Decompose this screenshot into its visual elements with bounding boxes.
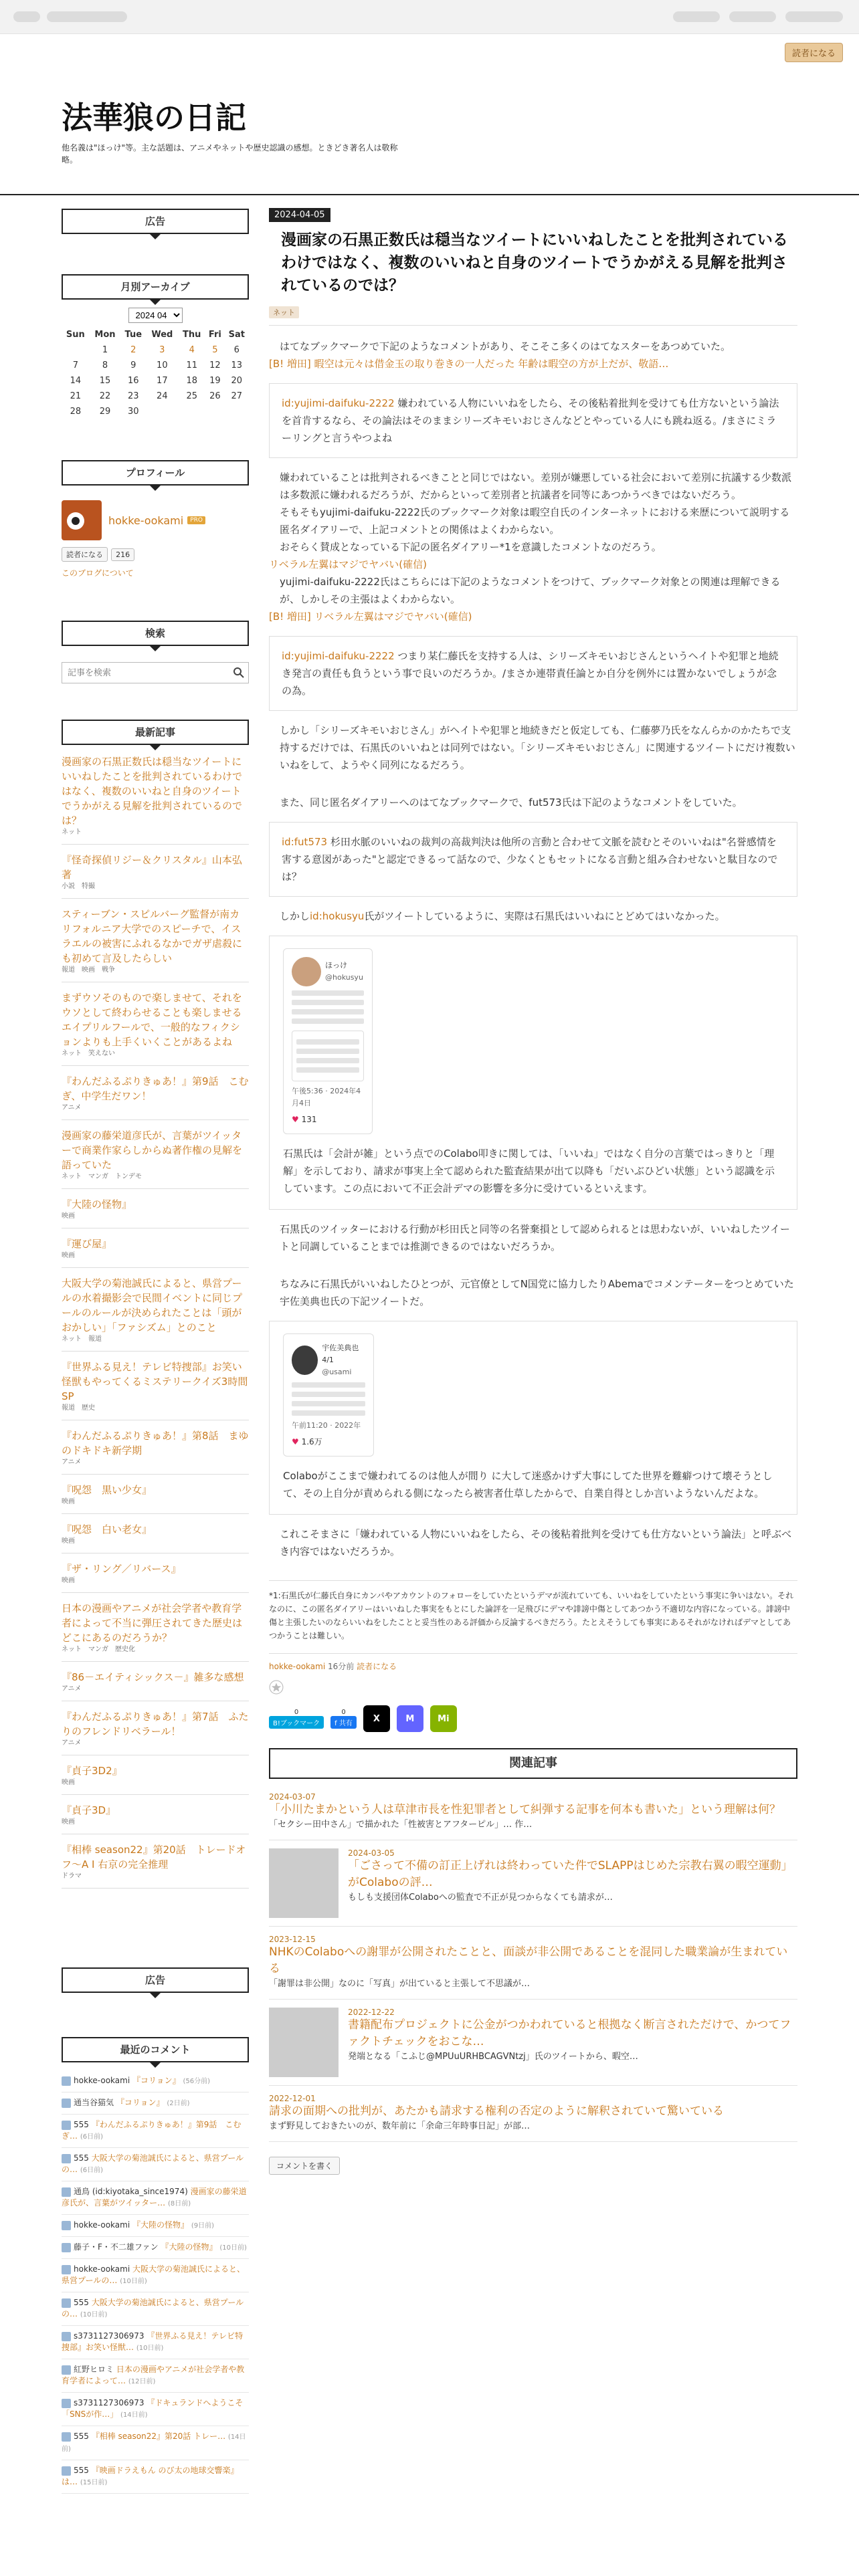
comment-user[interactable]: 555 xyxy=(74,2153,89,2163)
tweet-embed-block xyxy=(269,1321,797,1515)
comment-entry-link[interactable]: 『ドキュランドへようこそ「SNSが作…」 xyxy=(62,2398,244,2419)
comment-time: (12日前) xyxy=(128,2378,156,2385)
blockquote xyxy=(269,636,797,711)
tweet-handle: @hokusyu xyxy=(325,973,363,982)
comment-entry-link[interactable]: 『映画ドラえもん のび太の地球交響楽』は… xyxy=(62,2466,239,2486)
paragraph: yujimi-daifuku-2222氏はこちらには下記のようなコメントをつけて、ブックマーク対象との関連は理解できるが、しかしその主張はよくわからない。 xyxy=(280,576,781,605)
comment-user[interactable]: 555 xyxy=(74,2120,89,2129)
comment-entry-link[interactable]: 『世界ふる見え！テレビ特捜部』お笑い怪獣… xyxy=(62,2331,244,2352)
calendar-day[interactable]: 13 xyxy=(231,360,243,370)
user-icon xyxy=(62,2265,71,2274)
paragraph: そもそもyujimi-daifuku-2222氏のブックマーク対象は暇空自氏のインターネットにおける来歴について説明する匿名ダイアリーで、上記コメントとの関係はよくわからない。 xyxy=(280,506,790,536)
related-date: 2022-12-01 xyxy=(269,2094,316,2103)
comment-time: (14日前) xyxy=(120,2411,148,2419)
weekday-header: Sat xyxy=(228,330,245,340)
tweet-embed-block xyxy=(269,936,797,1210)
avatar xyxy=(292,1346,318,1375)
calendar xyxy=(62,327,249,419)
x-share-button[interactable]: X xyxy=(363,1705,390,1732)
article-date[interactable]: 2024-04-05 xyxy=(269,208,330,222)
recent-entry-link[interactable]: 『わんだふるぷりきゅあ！』第9話 こむぎ、中学生だワン！ xyxy=(62,1075,249,1102)
comment-time: (6日前) xyxy=(80,2167,104,2174)
paragraph: また、同じ匿名ダイアリーへのはてなブックマークで、fut573氏は下記のようなコメントをしていた。 xyxy=(280,796,743,809)
recent-entry-link[interactable]: 大阪大学の菊池誠氏によると、県営プールの水着撮影会で民間イベントに同じプールのルールが決められたことは「頭がおかしい」「ファシズム」とのこと xyxy=(62,1277,243,1333)
reader-button[interactable]: 読者になる xyxy=(62,547,108,562)
calendar-day[interactable]: 24 xyxy=(157,391,168,401)
global-link-placeholder[interactable] xyxy=(785,11,843,22)
avatar xyxy=(292,957,321,986)
recent-entry-tags: 映画 xyxy=(62,1576,249,1593)
recent-entry-link[interactable]: 『呪怨 白い老女』 xyxy=(62,1523,153,1535)
related-date: 2023-12-15 xyxy=(269,1935,316,1944)
weekday-header: Sun xyxy=(66,330,85,340)
calendar-day[interactable]: 12 xyxy=(209,360,221,370)
recent-entry-tags: ドラマ xyxy=(62,1872,249,1889)
calendar-day[interactable]: 28 xyxy=(70,407,82,417)
recent-entry-tags: ネット xyxy=(62,828,249,845)
weekday-header: Thu xyxy=(183,330,201,340)
recent-entry-tags: 映画 xyxy=(62,1778,249,1795)
paragraph: しかしid:hokusyu氏がツイートしているように、実際は石黒氏はいいねにとどめてはいなかった。 xyxy=(280,910,725,922)
comment-time: (2日前) xyxy=(167,2100,190,2107)
header-divider xyxy=(0,194,859,195)
global-link-placeholder[interactable] xyxy=(673,11,720,22)
recent-entry-tags: ネット マンガ トンデモ xyxy=(62,1172,249,1189)
recent-entry-tags: 映画 xyxy=(62,1251,249,1268)
global-menu-placeholder[interactable] xyxy=(47,11,127,22)
posted-time: 16分前 xyxy=(327,1662,355,1671)
recent-entry-link[interactable]: 『大陸の怪物』 xyxy=(62,1198,132,1210)
about-blog-link[interactable]: このブログについて xyxy=(62,568,134,578)
related-date: 2024-03-05 xyxy=(348,1848,395,1858)
comment-entry-link[interactable]: 『大陸の怪物』 xyxy=(132,2220,189,2230)
article-title[interactable]: 漫画家の石黒正数氏は穏当なツイートにいいねしたことを批判されているわけではなく、複数のいいねと自身のツイートでうかがえる見解を批判されているのでは？ xyxy=(281,231,788,294)
comment-item xyxy=(62,2326,249,2359)
recent-entry-tags: 報道 映画 戦争 xyxy=(62,966,249,982)
paragraph: おそらく賛成となっている下記の匿名ダイアリー*1を意識したコメントなのだろう。 xyxy=(280,541,662,553)
embedded-tweet[interactable] xyxy=(283,1333,374,1457)
comment-item xyxy=(62,2148,249,2181)
quote-text: 嫌われている人物にいいねをしたら、その後粘着批判を受けても仕方ないという論法を首肯するなら、その論法はそのままシリーズキモいおじさんなどとやっている人にも跳ね返る。/まさにミラーリングと言うやつよね xyxy=(282,397,779,444)
user-id-link[interactable]: id:yujimi-daifuku-2222 xyxy=(282,650,395,662)
category-label[interactable]: ネット xyxy=(269,306,299,318)
comment-time: (15日前) xyxy=(80,2479,108,2486)
paragraph: しかし「シリーズキモいおじさん」がヘイトや犯罪と地続きだと仮定しても、仁藤夢乃氏をなんらかのかたちで支持するだけでは、石黒氏のいいねとは同列ではない。「シリーズキモいおじさん」に関連するツイートにだけ複数いいねをして、ようやく同列になるだろう。 xyxy=(280,724,795,771)
recent-entry-tags: アニメ xyxy=(62,1458,249,1475)
sidebar-heading: 広告 xyxy=(62,1967,249,1993)
comment-item xyxy=(62,2070,249,2092)
calendar-day[interactable]: 17 xyxy=(157,376,168,386)
calendar-day[interactable]: 26 xyxy=(209,391,221,401)
recent-entry-link[interactable]: 『86－エイティシックス－』雑多な感想 xyxy=(62,1671,244,1683)
weekday-header: Mon xyxy=(94,330,116,340)
recent-entry-link[interactable]: 『相棒 season22』第20話 トレードオフ～A I 右京の完全推理 xyxy=(62,1844,246,1870)
comment-item xyxy=(62,2181,249,2215)
recent-entry-link[interactable]: 『怪奇探偵リジー＆クリスタル』山本弘著 xyxy=(62,854,242,881)
related-excerpt: 「セクシー田中さん」で描かれた「性被害とアフターピル」… 作… xyxy=(269,1820,533,1830)
paragraph: ちなみに石黒氏がいいねしたひとつが、元官僚としてN国党に協力したりAbemaでコメンテーターをつとめていた宇佐美典也氏の下記ツイートだ。 xyxy=(280,1278,794,1307)
profile-name-link[interactable]: hokke-ookami xyxy=(108,514,184,527)
related-title-link[interactable]: 書籍配布プロジェクトに公金がつかわれていると根拠なく断言されただけで、かつてファクトチェックをおこな… xyxy=(348,2018,791,2048)
comment-user[interactable]: s3731127306973 xyxy=(74,2331,145,2341)
user-id-link[interactable]: id:fut573 xyxy=(282,836,328,848)
recent-entry-tags: 映画 xyxy=(62,1212,249,1228)
recent-entry-link[interactable]: 『世界ふる見え！テレビ特捜部』お笑い怪獣もやってくるミステリークイズ3時間SP xyxy=(62,1361,248,1402)
sidebar-ad-module xyxy=(62,209,249,234)
related-entry[interactable] xyxy=(269,2086,797,2142)
related-excerpt: 「謝罪は非公開」なのに「写真」が出ていると主張して不思議が… xyxy=(269,1979,531,1989)
quote-text: 杉田水脈のいいねの裁判の高裁判決は他所の言動と合わせて文脈を読むとそのいいねは"名誉感情を害する意図があった"と認定できるって話なので、少なくともセットになる言動と組み合わせないと駄目なのでは？ xyxy=(282,836,778,883)
comment-entry-link[interactable]: 『相棒 season22』第20話 トレー… xyxy=(91,2432,226,2441)
user-icon xyxy=(62,2076,71,2086)
recent-entry-link[interactable]: 漫画家の石黒正数氏は穏当なツイートにいいねしたことを批判されているわけではなく、複数のいいねと自身のツイートでうかがえる見解を批判されているのでは？ xyxy=(62,756,243,827)
comment-item xyxy=(62,2359,249,2393)
calendar-day[interactable]: 9 xyxy=(130,360,136,370)
calendar-day[interactable]: 11 xyxy=(186,360,197,370)
paragraph: 石黒氏は「会計が雑」という点でのColabo叩きに関しては、「いいね」ではなく自分の言葉ではっきりと「理解」を示しており、請求が事実上全て認められた監査結果が出て以降も「だいぶひどい状態」という認識を示しています。この点において不正会計デマの影響を多分に受けているといえます。 xyxy=(283,1148,775,1194)
recent-entry-tags: ネット 笑えない xyxy=(62,1049,249,1066)
blockquote xyxy=(269,822,797,897)
related-title-link[interactable]: 「ごさって不備の訂正上げれは終わっていた件でSLAPPはじめた宗教右翼の暇空運動」がColaboの評… xyxy=(348,1859,793,1889)
share-buttons xyxy=(269,1705,797,1732)
bookmark-link[interactable]: [B! 増田] リベラル左翼はマジでヤバい(確信) xyxy=(269,611,472,623)
heart-icon[interactable]: ♥ xyxy=(292,1115,299,1124)
calendar-day[interactable]: 21 xyxy=(70,391,82,401)
archive-month-select[interactable] xyxy=(128,308,183,323)
comment-entry-link[interactable]: 日本の漫画やアニメが社会学者や教育学者によって… xyxy=(62,2365,245,2385)
comment-time: (56分前) xyxy=(183,2078,210,2085)
tweet-handle: @usami xyxy=(322,1368,352,1376)
calendar-day[interactable]: 16 xyxy=(128,376,139,386)
recent-entry-tags: 報道 歴史 xyxy=(62,1404,249,1420)
comment-entry-link[interactable]: 大阪大学の菊池誠氏によると、県営プールの… xyxy=(62,2153,244,2174)
footnote: *1:石黒氏が仁藤氏自身にカンパやアカウントのフォローをしていたというデマが流れていても、いいねをしていたという事実に争いはない。それなのに、この匿名ダイアリーはいいねした事実をもとにした論評を一足飛びにデマや誹謗中傷としてあつかう不適切な内容になっている。誹謗中傷と主張したいのならいいねをしたことと妥当性のある評価から反論するべきだろう。たとえそうしても事実にあるそれがなければデマとしてあつかうことは難しい。 xyxy=(269,1580,797,1642)
weekday-header: Fri xyxy=(208,330,221,340)
comment-item xyxy=(62,2215,249,2237)
calendar-day[interactable]: 29 xyxy=(99,407,111,417)
paragraph: 石黒氏のツイッターにおける行動が杉田氏と同等の名誉棄損として認められるとは思わないが、いいねしたツイートと同調していることまでは推測できるのではないだろうか。 xyxy=(280,1223,790,1253)
recent-entry-tags: アニメ xyxy=(62,1103,249,1120)
comment-item xyxy=(62,2460,249,2494)
sidebar-heading: 最近のコメント xyxy=(62,2037,249,2062)
star-icon[interactable] xyxy=(269,1680,797,1697)
profile-module xyxy=(62,460,249,578)
user-id-link[interactable]: id:yujimi-daifuku-2222 xyxy=(282,397,395,409)
calendar-day[interactable]: 1 xyxy=(102,345,108,355)
like-count: 131 xyxy=(301,1115,317,1124)
global-link-placeholder[interactable] xyxy=(729,11,776,22)
calendar-day xyxy=(178,404,205,419)
comment-time: (10日前) xyxy=(80,2311,108,2319)
related-heading: 関連記事 xyxy=(269,1748,797,1779)
tweet-author: ほっけ xyxy=(325,961,347,970)
calendar-day[interactable]: 14 xyxy=(70,376,82,386)
heart-icon[interactable]: ♥ xyxy=(292,1437,299,1446)
tweet-author: 宇佐美典也4/1 xyxy=(322,1344,359,1364)
related-title-link[interactable]: 請求の面期への批判が、あたかも請求する権利の否定のように解釈されていて驚いている xyxy=(269,2105,724,2118)
related-thumbnail[interactable] xyxy=(269,2008,339,2077)
sidebar-heading: プロフィール xyxy=(62,460,249,486)
subscribe-button[interactable]: 読者になる xyxy=(785,43,843,62)
related-entry[interactable] xyxy=(269,1840,797,1927)
comment-user[interactable]: 555 xyxy=(74,2298,89,2307)
sidebar-heading: 最新記事 xyxy=(62,720,249,745)
comment-user[interactable]: 藤子・F・不二雄ファン xyxy=(74,2242,159,2252)
recent-entry-link[interactable]: 『わんだふるぷりきゅあ！』第7話 ふたりのフレンドリベラール！ xyxy=(62,1711,249,1737)
comment-entry-link[interactable]: 『コリョン』 xyxy=(116,2098,165,2107)
calendar-day xyxy=(205,404,224,419)
recent-entry-link[interactable]: 『ザ・リング／リバース』 xyxy=(62,1563,181,1575)
calendar-day xyxy=(225,404,249,419)
recent-entry-link[interactable]: 『わんだふるぷりきゅあ！』第8話 まゆのドキドキ新学期 xyxy=(62,1430,249,1457)
comment-time: (10日前) xyxy=(136,2345,164,2352)
comment-user[interactable]: 通当谷猫気 xyxy=(74,2098,114,2107)
comment-item xyxy=(62,2393,249,2426)
sidebar-heading: 検索 xyxy=(62,621,249,646)
user-icon xyxy=(62,2466,71,2476)
bookmark-link[interactable]: [B! 増田] 暇空は元々は借金玉の取り巻きの一人だった 年齢は暇空の方が上だが、敬語… xyxy=(269,358,669,370)
sidebar-ad-module-2 xyxy=(62,1967,249,1993)
calendar-day xyxy=(146,404,178,419)
paragraph: はてなブックマークで下記のようなコメントがあり、そこそこ多くのはてなスターをあつめていた。 xyxy=(280,340,731,352)
facebook-share-button[interactable]: f 共有 xyxy=(330,1716,357,1729)
write-comment-button[interactable]: コメントを書く xyxy=(269,2157,340,2175)
calendar-day[interactable]: 10 xyxy=(157,360,168,370)
user-icon xyxy=(62,2298,71,2308)
calendar-day[interactable]: 3 xyxy=(159,345,165,355)
user-icon xyxy=(62,2399,71,2408)
reader-count: 216 xyxy=(111,548,134,561)
related-title-link[interactable]: NHKのColaboへの謝罪が公開されたことと、面談が非公開であることを混同した職業論が生まれている xyxy=(269,1945,788,1975)
related-thumbnail[interactable] xyxy=(269,1848,339,1918)
related-excerpt: 発端となる「こふじ@MPUuURHBCAGVNtzj」氏のツイートから、暇空… xyxy=(348,2052,638,2062)
sidebar-heading: 広告 xyxy=(62,209,249,234)
comment-item xyxy=(62,2259,249,2292)
calendar-day[interactable]: 15 xyxy=(99,376,111,386)
comment-item xyxy=(62,2237,249,2259)
comment-user[interactable]: hokke-ookami xyxy=(74,2220,130,2230)
mastodon-share-button[interactable]: M xyxy=(397,1705,423,1732)
tweet-quote-text: Colaboがここまで嫌われてるのは他人が間り に大して迷惑かけず大事にしてた世界を難癖つけて壊そうとして、その上自分が責められる側になったら被害者仕草したからで、自業自得としか言いようないんだよな。 xyxy=(283,1470,773,1499)
calendar-day[interactable]: 5 xyxy=(212,345,218,355)
comment-item xyxy=(62,2092,249,2115)
calendar-day[interactable]: 8 xyxy=(102,360,108,370)
user-icon xyxy=(62,2432,71,2442)
calendar-day xyxy=(62,342,90,358)
recent-entry-link[interactable]: スティーブン・スピルバーグ監督が南カリフォルニア大学でのスピーチで、イスラエルの被害にふれるなかでガザ虐殺にも初めて言及したらしい xyxy=(62,908,243,964)
comment-item xyxy=(62,2292,249,2326)
comment-user[interactable]: s3731127306973 xyxy=(74,2398,145,2407)
recent-entry-link[interactable]: 『運び屋』 xyxy=(62,1238,112,1250)
comment-time: (6日前) xyxy=(80,2133,104,2141)
comment-time: (14日前) xyxy=(62,2434,246,2453)
calendar-day[interactable]: 20 xyxy=(231,376,243,386)
misskey-share-button[interactable]: Mi xyxy=(430,1705,457,1732)
recent-entry-link[interactable]: 日本の漫画やアニメが社会学者や教育学者によって不当に弾圧されてきた歴史はどこにあるのだろうか？ xyxy=(62,1602,243,1644)
comment-entry-link[interactable]: 大阪大学の菊池誠氏によると、県営プールの… xyxy=(62,2298,244,2319)
recent-entry-tags: ネット 報道 xyxy=(62,1335,249,1352)
comment-entry-link[interactable]: 『わんだふるぷりきゅあ！』第9話 こむぎ… xyxy=(62,2120,242,2141)
anond-link[interactable]: リベラル左翼はマジでヤバい(確信) xyxy=(269,558,427,570)
recent-entry-link[interactable]: 『呪怨 黒い少女』 xyxy=(62,1484,153,1496)
calendar-day[interactable]: 18 xyxy=(186,376,197,386)
comment-user[interactable]: 紅野ヒロミ xyxy=(74,2365,114,2374)
recent-entry-tags: 小説 特撮 xyxy=(62,882,249,899)
calendar-day[interactable]: 19 xyxy=(209,376,221,386)
calendar-day[interactable]: 22 xyxy=(99,391,111,401)
tweet-time: 午前11:20 · 2022年 xyxy=(292,1421,361,1430)
weekday-header: Tue xyxy=(124,330,142,340)
avatar[interactable] xyxy=(62,500,102,540)
recent-entry-link[interactable]: 漫画家の藤栄道彦氏が、言葉がツイッターで商業作家らしからぬ著作権の見解を語っていた xyxy=(62,1130,243,1171)
comment-time: (8日前) xyxy=(168,2200,191,2208)
user-icon xyxy=(62,2154,71,2163)
recent-entry-link[interactable]: 『貞子3D2』 xyxy=(62,1765,122,1777)
comment-entry-link[interactable]: 漫画家の藤栄道彦氏が、言葉がツイッター… xyxy=(62,2187,247,2208)
hatena-count: 0 xyxy=(294,1709,299,1716)
comment-entry-link[interactable]: 大阪大学の菊池誠氏によると、県営プールの… xyxy=(62,2264,245,2285)
user-icon xyxy=(62,2365,71,2375)
comment-user[interactable]: 通鳥 (id:kiyotaka_since1974) xyxy=(74,2187,188,2196)
user-icon xyxy=(62,2187,71,2197)
search-icon[interactable] xyxy=(229,666,248,679)
search-box xyxy=(62,662,249,683)
calendar-day[interactable]: 7 xyxy=(72,360,78,370)
article xyxy=(269,207,797,2175)
comment-item xyxy=(62,2115,249,2148)
related-entry[interactable] xyxy=(269,2000,797,2086)
related-date: 2024-03-07 xyxy=(269,1792,316,1802)
related-date: 2022-12-22 xyxy=(348,2008,395,2017)
author-link[interactable]: hokke-ookami xyxy=(269,1662,326,1671)
recent-entries-module xyxy=(62,720,249,1889)
comment-time: (10日前) xyxy=(219,2244,247,2252)
site-title[interactable]: 法華狼の日記 xyxy=(62,100,246,136)
reader-link[interactable]: 読者になる xyxy=(357,1662,397,1671)
facebook-count: 0 xyxy=(341,1709,346,1716)
comment-time: (10日前) xyxy=(120,2278,147,2285)
recent-entry-link[interactable]: まずウソそのもので楽しませて、それをウソとして終わらせることも楽しませるエイプリルフールで、一般的なフィクションよりも上手くいくことがあるよね xyxy=(62,992,242,1048)
user-id-link[interactable]: id:hokusyu xyxy=(310,910,365,922)
quote-text: つまり某仁藤氏を支持する人は、シリーズキモいおじさんというヘイトや犯罪と地続き発言の責任も負うという事で良いのだろうか。/まさか連帯責任論とか自分を例外には置かないでしょうが念の為。 xyxy=(282,650,779,697)
user-icon xyxy=(62,2221,71,2230)
like-count: 1.6万 xyxy=(301,1437,322,1446)
global-header-bar xyxy=(0,0,859,34)
comment-entry-link[interactable]: 『大陸の怪物』 xyxy=(161,2242,217,2252)
blockquote xyxy=(269,383,797,458)
embedded-tweet[interactable] xyxy=(283,948,373,1134)
recent-comments-module xyxy=(62,2037,249,2494)
comment-user[interactable]: hokke-ookami xyxy=(74,2076,130,2085)
site-description: 他名義は"ほっけ"等。主な話題は、アニメやネットや歴史認識の感想。ときどき著名人は敬称略。 xyxy=(62,143,398,165)
calendar-day[interactable]: 4 xyxy=(189,345,195,355)
related-entry[interactable] xyxy=(269,1927,797,2000)
comment-time: (9日前) xyxy=(191,2222,214,2230)
comment-user[interactable]: 555 xyxy=(74,2466,89,2475)
related-entry[interactable] xyxy=(269,1784,797,1840)
calendar-day[interactable]: 6 xyxy=(233,345,240,355)
search-module xyxy=(62,621,249,683)
calendar-day[interactable]: 27 xyxy=(231,391,243,401)
recent-entry-tags: 映画 xyxy=(62,1537,249,1553)
paragraph: 嫌われていることは批判されるべきことと同じではない。差別が嫌悪している社会において差別に抗議する少数派は多数派に嫌われるだろうが、だからといって差別者と抗議者を同等にあつかうべきではないだろう。 xyxy=(280,471,792,501)
user-icon xyxy=(62,2121,71,2130)
recent-entry-tags: アニメ xyxy=(62,1685,249,1701)
paragraph: これこそまさに「嫌われている人物にいいねをしたら、その後粘着批判を受けても仕方ないという論法」と呼ぶべき内容ではないだろうか。 xyxy=(280,1528,792,1558)
recent-entry-tags: アニメ xyxy=(62,1739,249,1755)
sidebar-heading: 月別アーカイブ xyxy=(62,274,249,300)
recent-entry-tags: 映画 xyxy=(62,1818,249,1834)
weekday-header: Wed xyxy=(151,330,173,340)
search-input[interactable] xyxy=(62,667,229,679)
related-title-link[interactable]: 「小川たまかという人は草津市長を性犯罪者として糾弾する記事を何本も書いた」という理解は何？ xyxy=(269,1803,781,1816)
recent-entry-tags: ネット マンガ 歴史化 xyxy=(62,1645,249,1662)
tweet-time: 午後5:36 · 2024年4月4日 xyxy=(292,1087,361,1107)
archive-module xyxy=(62,274,249,419)
calendar-day[interactable]: 30 xyxy=(128,407,139,417)
pro-badge: PRO xyxy=(187,516,205,524)
calendar-day[interactable]: 23 xyxy=(128,391,139,401)
recent-entry-tags: 映画 xyxy=(62,1497,249,1514)
related-excerpt: もしも支援団体Colaboへの監査で不正が見つからなくても請求が… xyxy=(348,1893,613,1903)
user-icon xyxy=(62,2099,71,2108)
hatena-logo-placeholder[interactable] xyxy=(13,11,40,22)
comment-user[interactable]: 555 xyxy=(74,2432,89,2441)
user-icon xyxy=(62,2243,71,2252)
comment-item xyxy=(62,2426,249,2460)
related-excerpt: まず野見しておきたいのが、数年前に「余命三年時事日記」が部… xyxy=(269,2121,531,2131)
hatena-bookmark-button[interactable]: B!ブックマーク xyxy=(269,1716,324,1729)
calendar-day[interactable]: 25 xyxy=(186,391,197,401)
calendar-day[interactable]: 2 xyxy=(130,345,136,355)
comment-user[interactable]: hokke-ookami xyxy=(74,2264,130,2274)
comment-entry-link[interactable]: 『コリョン』 xyxy=(132,2076,181,2085)
user-icon xyxy=(62,2332,71,2341)
recent-entry-link[interactable]: 『貞子3D』 xyxy=(62,1804,116,1816)
